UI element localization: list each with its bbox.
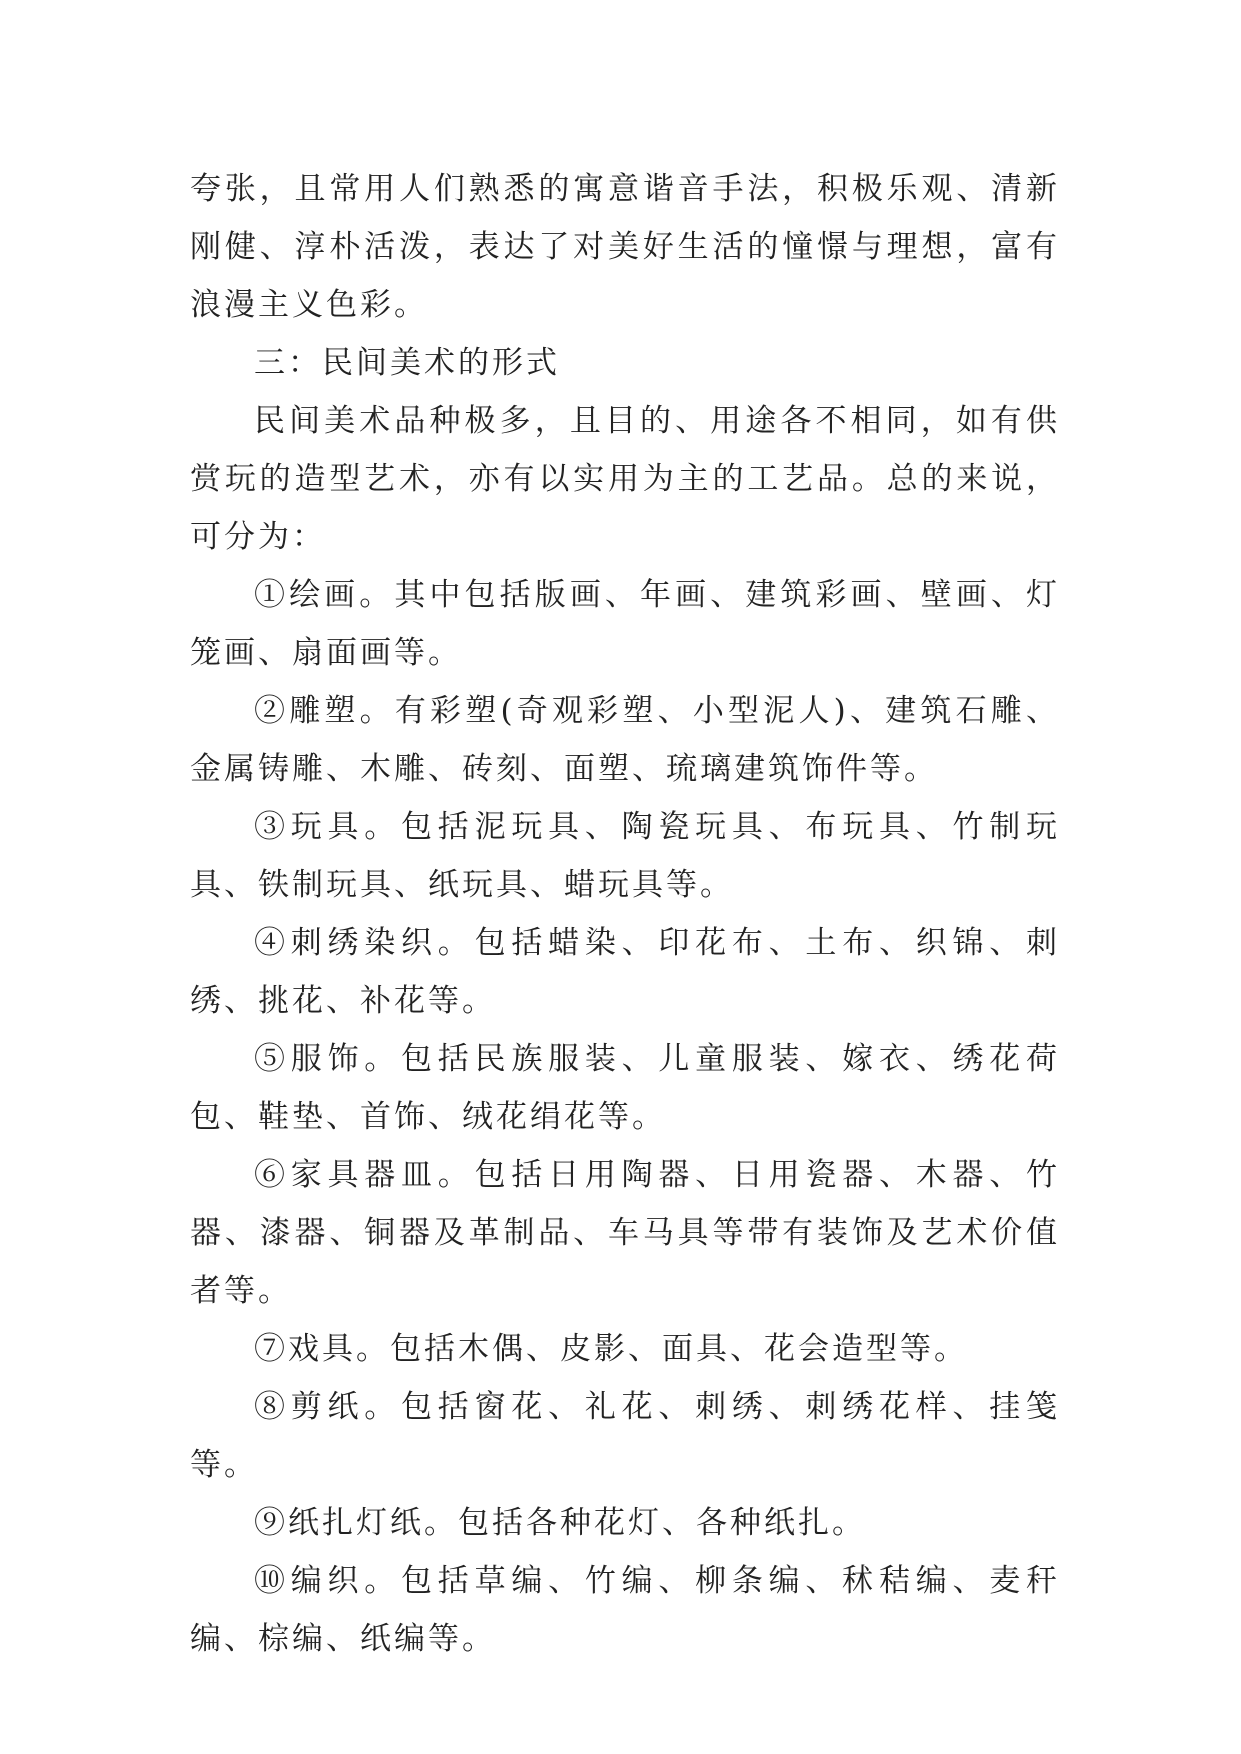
list-item: ⑥家具器皿。包括日用陶器、日用瓷器、木器、竹器、漆器、铜器及革制品、车马具等带有装饰及艺术价值者等。: [190, 1157, 1060, 1309]
list-item: ⑦戏具。包括木偶、皮影、面具、花会造型等。: [254, 1331, 968, 1367]
list-item: ⑨纸扎灯纸。包括各种花灯、各种纸扎。: [254, 1505, 866, 1541]
paragraph-continuation: 夸张，且常用人们熟悉的寓意谐音手法，积极乐观、清新刚健、淳朴活泼，表达了对美好生活的憧憬与理想，富有浪漫主义色彩。: [190, 171, 1060, 323]
document-body: [190, 160, 1060, 1668]
list-item: ⑤服饰。包括民族服装、儿童服装、嫁衣、绣花荷包、鞋垫、首饰、绒花绢花等。: [190, 1041, 1060, 1135]
list-item: ①绘画。其中包括版画、年画、建筑彩画、壁画、灯笼画、扇面画等。: [190, 577, 1060, 671]
list-item: ④刺绣染织。包括蜡染、印花布、土布、织锦、刺绣、挑花、补花等。: [190, 925, 1060, 1019]
section-heading: 三：民间美术的形式: [254, 345, 560, 381]
paragraph-intro: 民间美术品种极多，且目的、用途各不相同，如有供赏玩的造型艺术，亦有以实用为主的工艺品。总的来说，可分为：: [190, 403, 1060, 555]
list-item: ③玩具。包括泥玩具、陶瓷玩具、布玩具、竹制玩具、铁制玩具、纸玩具、蜡玩具等。: [190, 809, 1060, 903]
list-item: ⑩编织。包括草编、竹编、柳条编、秫秸编、麦秆编、棕编、纸编等。: [190, 1563, 1060, 1657]
list-item: ②雕塑。有彩塑(奇观彩塑、小型泥人)、建筑石雕、金属铸雕、木雕、砖刻、面塑、琉璃建筑饰件等。: [190, 693, 1060, 787]
list-item: ⑧剪纸。包括窗花、礼花、刺绣、刺绣花样、挂笺等。: [190, 1389, 1060, 1483]
